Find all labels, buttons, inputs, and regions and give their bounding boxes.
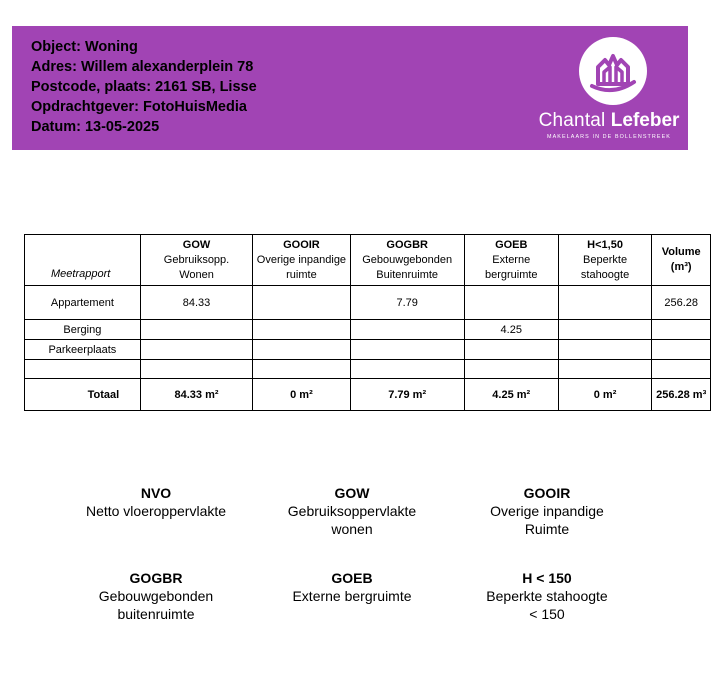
table-cell bbox=[558, 286, 652, 320]
table-cell bbox=[464, 360, 558, 379]
legend-desc: buitenruimte bbox=[117, 606, 195, 622]
table-row bbox=[25, 360, 711, 379]
column-desc: Gebruiksopp. bbox=[163, 253, 230, 266]
column-desc: Overige inpandige bbox=[256, 253, 347, 266]
table-cell bbox=[253, 360, 350, 379]
total-label: Totaal bbox=[25, 379, 141, 411]
column-desc: Externe bbox=[492, 253, 531, 266]
legend-code: NVO bbox=[140, 485, 172, 501]
total-cell: 7.79 m² bbox=[350, 379, 464, 411]
column-header-gow bbox=[140, 235, 253, 286]
legend-item-nvo bbox=[56, 484, 256, 520]
table-cell bbox=[140, 320, 253, 340]
logo-last-name: Lefeber bbox=[610, 110, 680, 131]
column-code: GOOIR bbox=[283, 238, 320, 251]
logo-first-name: Chantal bbox=[538, 110, 606, 131]
table-cell bbox=[652, 340, 711, 360]
table-header-row bbox=[25, 235, 711, 286]
address-line: Adres: Willem alexanderplein 78 bbox=[31, 59, 254, 75]
legend-item-goeb bbox=[252, 569, 452, 605]
total-cell: 4.25 m² bbox=[464, 379, 558, 411]
column-desc: Beperkte bbox=[583, 253, 628, 266]
column-desc: Wonen bbox=[179, 268, 214, 281]
legend-desc: Gebruiksoppervlakte bbox=[287, 503, 417, 519]
company-logo bbox=[534, 36, 684, 144]
table-cell bbox=[558, 320, 652, 340]
table-cell bbox=[140, 340, 253, 360]
legend-desc: < 150 bbox=[529, 606, 565, 622]
legend-desc: Overige inpandige bbox=[490, 503, 604, 519]
legend-code: GOEB bbox=[331, 570, 373, 586]
row-label: Berging bbox=[25, 320, 141, 340]
logo-tagline: MAKELAARS IN DE BOLLENSTREEK bbox=[547, 134, 671, 140]
object-line: Object: Woning bbox=[31, 39, 138, 55]
legend-desc: Beperkte stahoogte bbox=[486, 588, 608, 604]
corner-label: Meetrapport bbox=[25, 235, 141, 286]
legend-code: GOGBR bbox=[129, 570, 183, 586]
date-line: Datum: 13-05-2025 bbox=[31, 119, 160, 135]
column-code: GOEB bbox=[495, 238, 528, 251]
column-desc: (m³) bbox=[670, 261, 692, 273]
row-label: Parkeerplaats bbox=[25, 340, 141, 360]
table-cell bbox=[140, 360, 253, 379]
legend-code: H < 150 bbox=[522, 570, 572, 586]
tulip-house-icon bbox=[578, 36, 648, 106]
column-desc: stahoogte bbox=[580, 268, 630, 281]
table-cell: 7.79 bbox=[350, 286, 464, 320]
column-code: GOW bbox=[182, 238, 211, 251]
object-details bbox=[31, 37, 257, 137]
legend-desc: Gebouwgebonden bbox=[98, 588, 214, 604]
legend-item-gooir bbox=[447, 484, 647, 538]
legend-item-gow bbox=[252, 484, 452, 538]
legend-desc: Externe bergruimte bbox=[292, 588, 412, 604]
table-row bbox=[25, 320, 711, 340]
table-cell bbox=[652, 360, 711, 379]
total-cell: 0 m² bbox=[558, 379, 652, 411]
total-row bbox=[25, 379, 711, 411]
total-cell: 84.33 m² bbox=[140, 379, 253, 411]
table-cell bbox=[464, 340, 558, 360]
table-cell: 84.33 bbox=[140, 286, 253, 320]
table-cell bbox=[253, 340, 350, 360]
column-header-goeb bbox=[464, 235, 558, 286]
total-cell: 256.28 m³ bbox=[652, 379, 711, 411]
table-cell bbox=[464, 286, 558, 320]
legend-item-gogbr bbox=[56, 569, 256, 623]
row-label: Appartement bbox=[25, 286, 141, 320]
table-cell bbox=[558, 340, 652, 360]
legend-desc: wonen bbox=[331, 521, 373, 537]
column-desc: Gebouwgebonden bbox=[362, 253, 453, 266]
table-cell: 256.28 bbox=[652, 286, 711, 320]
table-cell: 4.25 bbox=[464, 320, 558, 340]
column-header-volume bbox=[652, 235, 711, 286]
column-desc: ruimte bbox=[286, 268, 317, 281]
column-header-h150 bbox=[558, 235, 652, 286]
client-line: Opdrachtgever: FotoHuisMedia bbox=[31, 99, 247, 115]
table-cell bbox=[253, 320, 350, 340]
total-cell: 0 m² bbox=[253, 379, 350, 411]
row-label bbox=[25, 360, 141, 379]
logo-wordmark bbox=[534, 110, 684, 132]
measurement-table bbox=[24, 234, 711, 411]
legend-desc: Netto vloeroppervlakte bbox=[85, 503, 227, 519]
column-code: Volume bbox=[661, 246, 701, 258]
column-header-gogbr bbox=[350, 235, 464, 286]
legend-desc: Ruimte bbox=[524, 521, 570, 537]
table-cell bbox=[558, 360, 652, 379]
table-cell bbox=[350, 340, 464, 360]
column-desc: Buitenruimte bbox=[376, 268, 439, 281]
table-cell bbox=[253, 286, 350, 320]
postcode-line: Postcode, plaats: 2161 SB, Lisse bbox=[31, 79, 257, 95]
table-cell bbox=[350, 320, 464, 340]
report-header bbox=[12, 26, 688, 150]
column-code: GOGBR bbox=[386, 238, 428, 251]
table-row bbox=[25, 340, 711, 360]
column-desc: bergruimte bbox=[484, 268, 538, 281]
table-row bbox=[25, 286, 711, 320]
column-code: H<1,50 bbox=[587, 238, 623, 251]
legend-code: GOOIR bbox=[523, 485, 571, 501]
legend-code: GOW bbox=[334, 485, 370, 501]
table-cell bbox=[652, 320, 711, 340]
legend-item-h150 bbox=[447, 569, 647, 623]
column-header-gooir bbox=[253, 235, 350, 286]
table-cell bbox=[350, 360, 464, 379]
